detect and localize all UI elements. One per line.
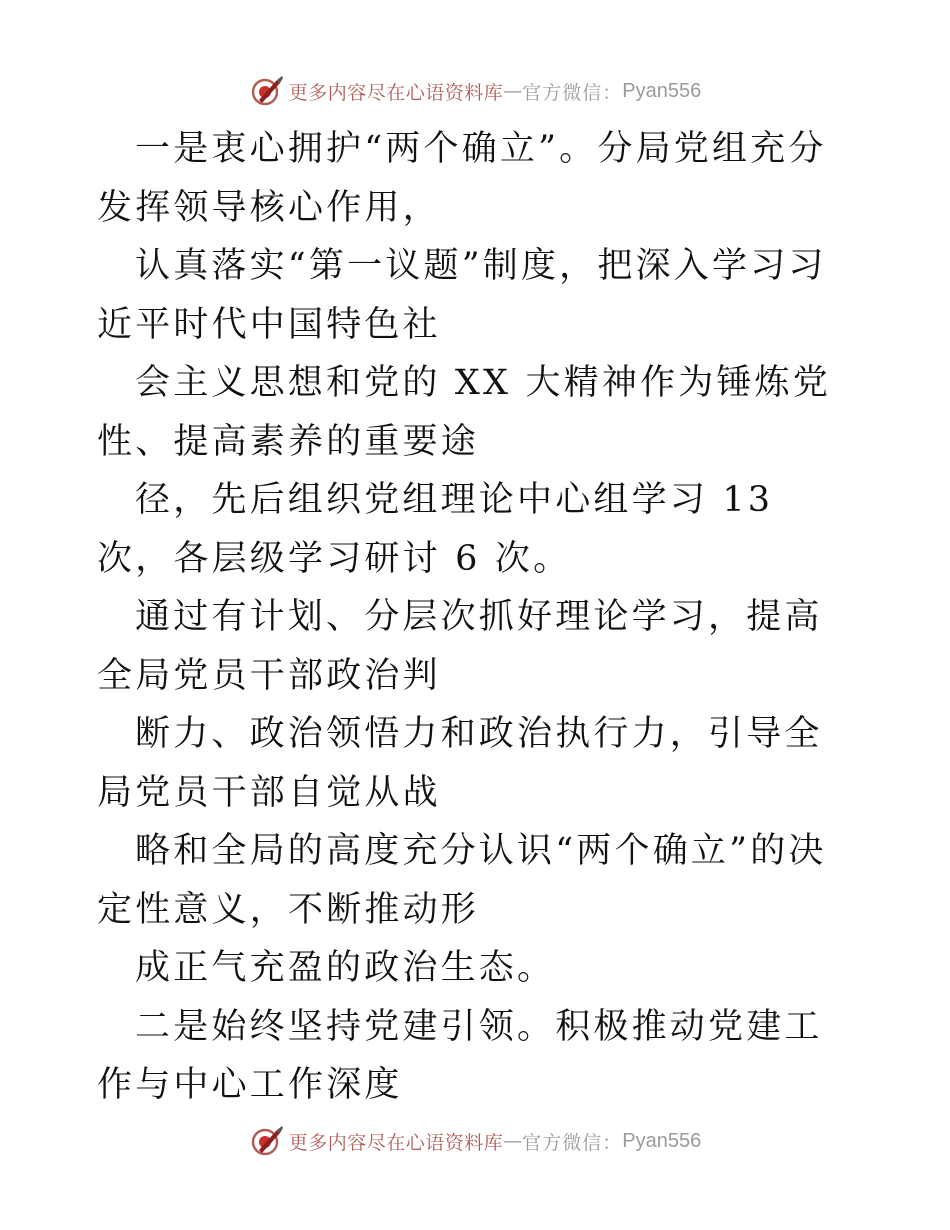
watermark-site-text: 更多内容尽在心语资料库 [288, 1131, 504, 1154]
watermark-dash: — [503, 1130, 523, 1152]
paragraph: 一是衷心拥护“两个确立”。分局党组充分发挥领导核心作用， [97, 129, 827, 228]
pen-logo-icon [249, 73, 285, 109]
paragraph: 会主义思想和党的 XX 大精神作为锤炼党性、提高素养的重要途 [97, 363, 832, 462]
watermark-dash: — [503, 80, 523, 102]
paragraph: 径，先后组织党组理论中心组学习 13 次，各层级学习研讨 6 次。 [97, 480, 774, 579]
document-body [97, 120, 857, 1115]
watermark-site-text: 更多内容尽在心语资料库 [288, 81, 504, 104]
paragraph: 成正气充盈的政治生态。 [135, 948, 556, 988]
paragraph: 略和全局的高度充分认识“两个确立”的决定性意义，不断推动形 [97, 831, 827, 930]
paragraph: 断力、政治领悟力和政治执行力，引导全局党员干部自觉从战 [97, 714, 823, 813]
pen-logo-icon [249, 1123, 285, 1159]
footer-watermark [0, 1121, 950, 1161]
watermark-account: Pyan556 [622, 79, 702, 102]
watermark-account: Pyan556 [622, 1129, 702, 1152]
paragraph: 通过有计划、分层次抓好理论学习，提高全局党员干部政治判 [97, 597, 823, 696]
header-watermark [0, 71, 950, 111]
watermark-official-label: 官方微信： [522, 1131, 623, 1154]
watermark-official-label: 官方微信： [522, 81, 623, 104]
paragraph: 认真落实“第一议题”制度，把深入学习习近平时代中国特色社 [97, 246, 827, 345]
paragraph: 二是始终坚持党建引领。积极推动党建工作与中心工作深度 [97, 1006, 823, 1105]
